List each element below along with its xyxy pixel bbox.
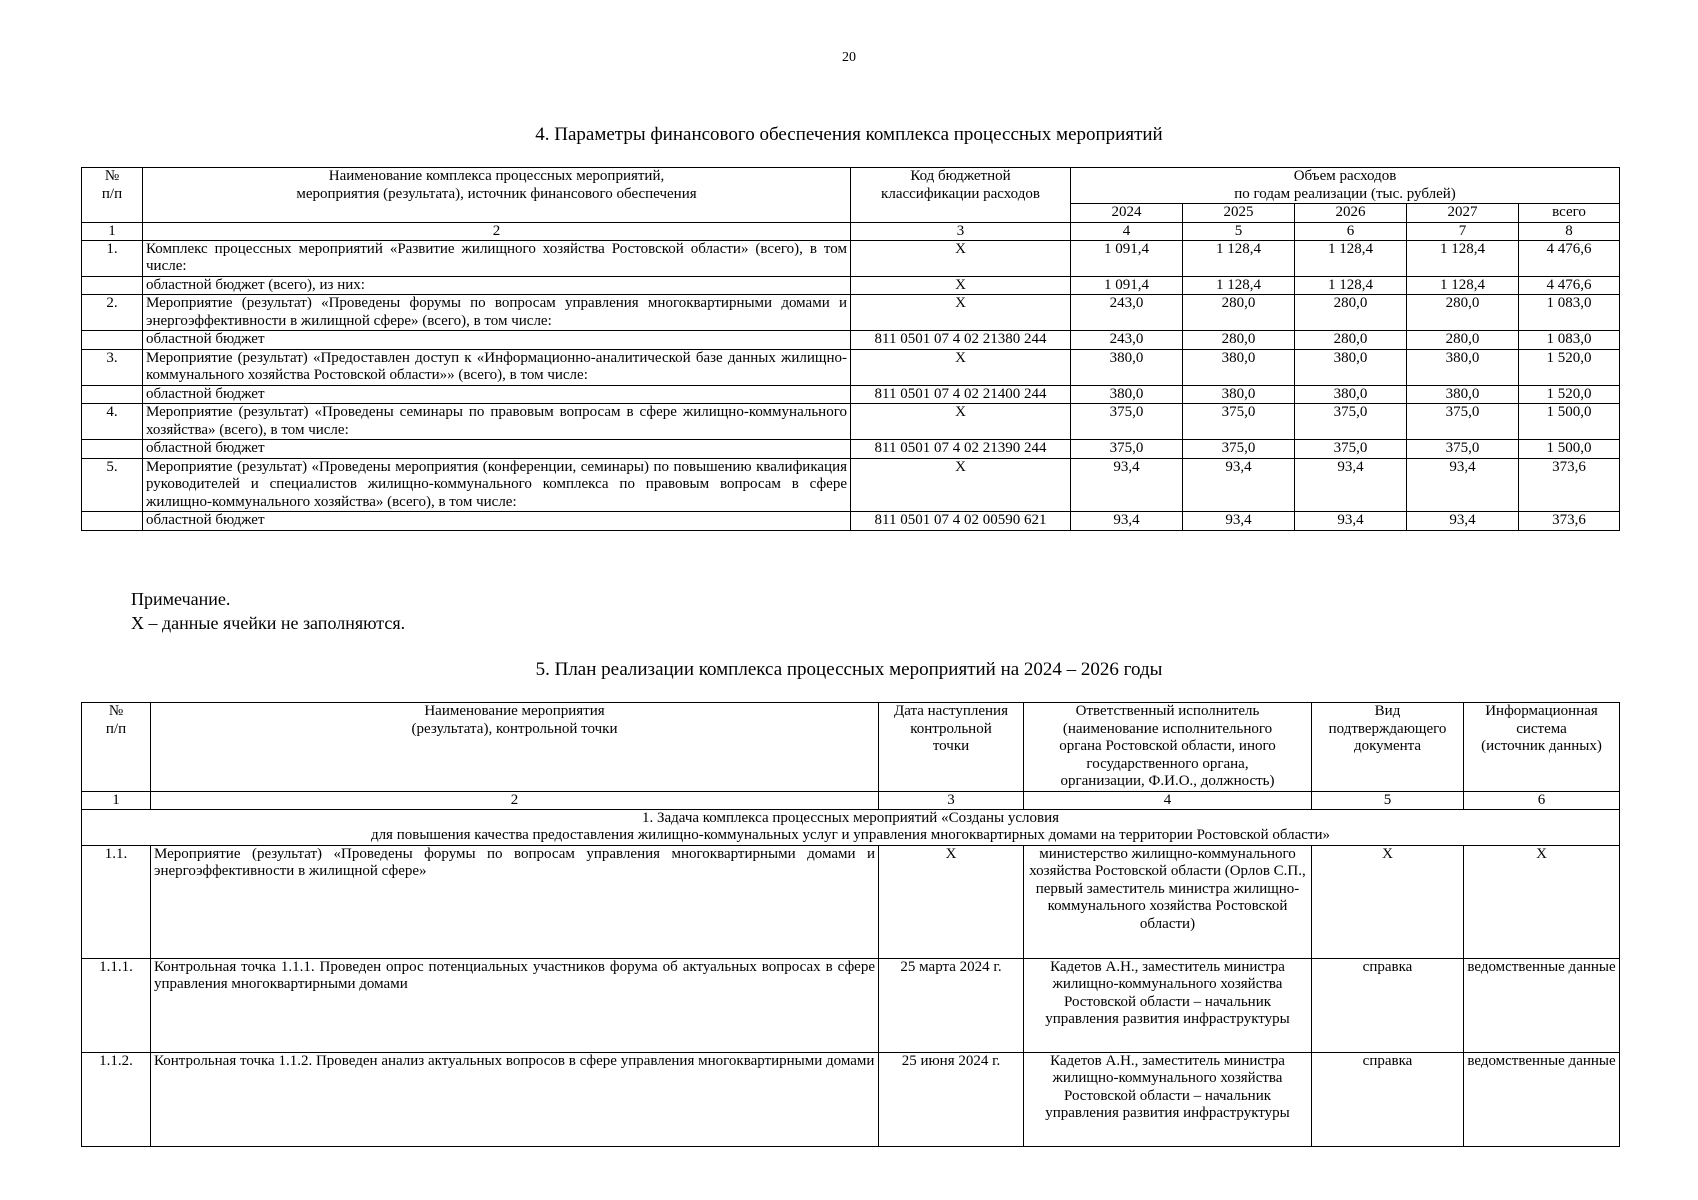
row-value: 380,0 bbox=[1407, 385, 1519, 404]
row-code: 811 0501 07 4 02 21400 244 bbox=[851, 385, 1071, 404]
row-code: X bbox=[851, 295, 1071, 331]
row-date: 25 июня 2024 г. bbox=[879, 1052, 1024, 1146]
column-number: 1 bbox=[82, 791, 151, 809]
column-number: 5 bbox=[1183, 222, 1295, 240]
row-num: 1.1. bbox=[82, 845, 151, 958]
header-total: всего bbox=[1519, 204, 1620, 223]
row-total: 1 083,0 bbox=[1519, 331, 1620, 350]
row-code: 811 0501 07 4 02 21380 244 bbox=[851, 331, 1071, 350]
row-total: 1 083,0 bbox=[1519, 295, 1620, 331]
column-number: 4 bbox=[1024, 791, 1312, 809]
row-num: 5. bbox=[82, 458, 143, 512]
row-value: 1 128,4 bbox=[1183, 240, 1295, 276]
row-value: 380,0 bbox=[1183, 385, 1295, 404]
row-value: 1 091,4 bbox=[1071, 276, 1183, 295]
column-number: 1 bbox=[82, 222, 143, 240]
row-value: 375,0 bbox=[1295, 440, 1407, 459]
row-document: справка bbox=[1312, 1052, 1464, 1146]
row-value: 280,0 bbox=[1295, 295, 1407, 331]
column-number-row bbox=[82, 222, 1620, 240]
row-value: 1 128,4 bbox=[1295, 240, 1407, 276]
row-value: 380,0 bbox=[1295, 385, 1407, 404]
table-row bbox=[82, 276, 1620, 295]
header-year: 2027 bbox=[1407, 204, 1519, 223]
note-text: X – данные ячейки не заполняются. bbox=[131, 613, 406, 633]
column-number: 3 bbox=[879, 791, 1024, 809]
row-num bbox=[82, 276, 143, 295]
row-name: областной бюджет bbox=[143, 385, 851, 404]
row-document: справка bbox=[1312, 958, 1464, 1052]
row-name: областной бюджет bbox=[143, 331, 851, 350]
row-total: 1 500,0 bbox=[1519, 440, 1620, 459]
row-value: 243,0 bbox=[1071, 331, 1183, 350]
table-row bbox=[82, 349, 1620, 385]
row-value: 380,0 bbox=[1295, 349, 1407, 385]
row-num: 1.1.2. bbox=[82, 1052, 151, 1146]
row-total: 4 476,6 bbox=[1519, 276, 1620, 295]
table-row bbox=[82, 385, 1620, 404]
row-total: 373,6 bbox=[1519, 512, 1620, 531]
row-value: 380,0 bbox=[1407, 349, 1519, 385]
row-executor: Кадетов А.Н., заместитель министра жилищно-коммунального хозяйства Ростовской области – начальник управления развития инфраструктуры bbox=[1024, 958, 1312, 1052]
row-value: 93,4 bbox=[1407, 512, 1519, 531]
row-value: 375,0 bbox=[1183, 404, 1295, 440]
row-value: 280,0 bbox=[1183, 295, 1295, 331]
row-value: 280,0 bbox=[1407, 295, 1519, 331]
row-num bbox=[82, 512, 143, 531]
row-value: 380,0 bbox=[1183, 349, 1295, 385]
column-number: 2 bbox=[143, 222, 851, 240]
page-number: 20 bbox=[842, 50, 856, 65]
row-value: 93,4 bbox=[1183, 458, 1295, 512]
header-num: № п/п bbox=[82, 168, 143, 223]
row-code: X bbox=[851, 240, 1071, 276]
row-name: Мероприятие (результат) «Предоставлен доступ к «Информационно-аналитической базе данных жилищно-коммунального хозяйства Ростовской области»» (всего), в том числе: bbox=[143, 349, 851, 385]
row-num: 4. bbox=[82, 404, 143, 440]
row-value: 280,0 bbox=[1295, 331, 1407, 350]
row-num: 1.1.1. bbox=[82, 958, 151, 1052]
row-num: 1. bbox=[82, 240, 143, 276]
row-value: 243,0 bbox=[1071, 295, 1183, 331]
row-total: 4 476,6 bbox=[1519, 240, 1620, 276]
row-value: 375,0 bbox=[1295, 404, 1407, 440]
row-value: 380,0 bbox=[1071, 385, 1183, 404]
note-label: Примечание. bbox=[131, 589, 231, 609]
row-value: 93,4 bbox=[1071, 512, 1183, 531]
row-code: 811 0501 07 4 02 00590 621 bbox=[851, 512, 1071, 531]
table-row bbox=[82, 1052, 1620, 1146]
header-volume: Объем расходов по годам реализации (тыс. рублей) bbox=[1071, 168, 1620, 204]
row-value: 1 128,4 bbox=[1407, 240, 1519, 276]
table-row bbox=[82, 404, 1620, 440]
row-value: 375,0 bbox=[1407, 440, 1519, 459]
row-code: X bbox=[851, 404, 1071, 440]
row-name: Комплекс процессных мероприятий «Развитие жилищного хозяйства Ростовской области» (всего), в том числе: bbox=[143, 240, 851, 276]
row-value: 375,0 bbox=[1407, 404, 1519, 440]
row-num bbox=[82, 440, 143, 459]
row-name: Мероприятие (результат) «Проведены форумы по вопросам управления многоквартирными домами и энергоэффективности в жилищной сфере» (всего), в том числе: bbox=[143, 295, 851, 331]
row-system: ведомственные данные bbox=[1464, 1052, 1620, 1146]
row-value: 93,4 bbox=[1295, 458, 1407, 512]
section-4-title: 4. Параметры финансового обеспечения комплекса процессных мероприятий bbox=[535, 124, 1163, 145]
row-value: 93,4 bbox=[1071, 458, 1183, 512]
row-num: 2. bbox=[82, 295, 143, 331]
financing-table bbox=[81, 167, 1620, 531]
row-date: X bbox=[879, 845, 1024, 958]
table-row bbox=[82, 331, 1620, 350]
row-num bbox=[82, 331, 143, 350]
column-number: 6 bbox=[1464, 791, 1620, 809]
task-title: 1. Задача комплекса процессных мероприятий «Созданы условия для повышения качества предоставления жилищно-коммунальных услуг и управления многоквартирных домами на территории Ростовской области» bbox=[82, 809, 1620, 845]
row-value: 93,4 bbox=[1407, 458, 1519, 512]
row-value: 280,0 bbox=[1407, 331, 1519, 350]
row-name: областной бюджет (всего), из них: bbox=[143, 276, 851, 295]
row-code: 811 0501 07 4 02 21390 244 bbox=[851, 440, 1071, 459]
row-total: 1 500,0 bbox=[1519, 404, 1620, 440]
header-name: Наименование комплекса процессных мероприятий, мероприятия (результата), источник финансового обеспечения bbox=[143, 168, 851, 223]
table-row bbox=[82, 958, 1620, 1052]
table-row bbox=[82, 845, 1620, 958]
table-row bbox=[82, 458, 1620, 512]
row-value: 93,4 bbox=[1295, 512, 1407, 531]
implementation-plan-table bbox=[81, 702, 1620, 1147]
table-row bbox=[82, 440, 1620, 459]
row-name: Контрольная точка 1.1.2. Проведен анализ актуальных вопросов в сфере управления многоквартирными домами bbox=[151, 1052, 879, 1146]
header-year: 2025 bbox=[1183, 204, 1295, 223]
row-date: 25 марта 2024 г. bbox=[879, 958, 1024, 1052]
row-executor: Кадетов А.Н., заместитель министра жилищно-коммунального хозяйства Ростовской области – начальник управления развития инфраструктуры bbox=[1024, 1052, 1312, 1146]
header-num: № п/п bbox=[82, 703, 151, 792]
row-name: областной бюджет bbox=[143, 440, 851, 459]
task-row bbox=[82, 809, 1620, 845]
header-executor: Ответственный исполнитель (наименование исполнительного органа Ростовской области, иного государственного органа, организации, Ф.И.О., должность) bbox=[1024, 703, 1312, 792]
header-document: Вид подтверждающего документа bbox=[1312, 703, 1464, 792]
column-number: 3 bbox=[851, 222, 1071, 240]
header-year: 2024 bbox=[1071, 204, 1183, 223]
row-code: X bbox=[851, 349, 1071, 385]
row-value: 280,0 bbox=[1183, 331, 1295, 350]
row-name: Мероприятие (результат) «Проведены мероприятия (конференции, семинары) по повышению квалификация руководителей и специалистов жилищно-коммунального комплекса по правовым вопросам в сфере жилищно-коммунального хозяйства» (всего), в том числе: bbox=[143, 458, 851, 512]
row-value: 1 128,4 bbox=[1183, 276, 1295, 295]
row-num bbox=[82, 385, 143, 404]
row-value: 380,0 bbox=[1071, 349, 1183, 385]
row-name: областной бюджет bbox=[143, 512, 851, 531]
table-row bbox=[82, 512, 1620, 531]
column-number-row bbox=[82, 791, 1620, 809]
row-name: Мероприятие (результат) «Проведены семинары по правовым вопросам в сфере жилищно-коммунального хозяйства» (всего), в том числе: bbox=[143, 404, 851, 440]
column-number: 4 bbox=[1071, 222, 1183, 240]
header-year: 2026 bbox=[1295, 204, 1407, 223]
header-name: Наименование мероприятия (результата), контрольной точки bbox=[151, 703, 879, 792]
row-total: 373,6 bbox=[1519, 458, 1620, 512]
row-document: X bbox=[1312, 845, 1464, 958]
row-value: 375,0 bbox=[1071, 440, 1183, 459]
header-system: Информационная система (источник данных) bbox=[1464, 703, 1620, 792]
column-number: 5 bbox=[1312, 791, 1464, 809]
header-date: Дата наступления контрольной точки bbox=[879, 703, 1024, 792]
row-value: 93,4 bbox=[1183, 512, 1295, 531]
section-5-title: 5. План реализации комплекса процессных мероприятий на 2024 – 2026 годы bbox=[535, 659, 1163, 680]
header-row bbox=[82, 168, 1620, 204]
row-system: X bbox=[1464, 845, 1620, 958]
table-row bbox=[82, 240, 1620, 276]
row-value: 1 091,4 bbox=[1071, 240, 1183, 276]
column-number: 8 bbox=[1519, 222, 1620, 240]
column-number: 6 bbox=[1295, 222, 1407, 240]
column-number: 2 bbox=[151, 791, 879, 809]
header-code: Код бюджетной классификации расходов bbox=[851, 168, 1071, 223]
row-value: 375,0 bbox=[1183, 440, 1295, 459]
row-value: 1 128,4 bbox=[1295, 276, 1407, 295]
row-total: 1 520,0 bbox=[1519, 349, 1620, 385]
row-executor: министерство жилищно-коммунального хозяйства Ростовской области (Орлов С.П., первый заместитель министра жилищно-коммунального хозяйства Ростовской области) bbox=[1024, 845, 1312, 958]
header-row bbox=[82, 703, 1620, 792]
row-num: 3. bbox=[82, 349, 143, 385]
row-code: X bbox=[851, 276, 1071, 295]
row-total: 1 520,0 bbox=[1519, 385, 1620, 404]
row-value: 1 128,4 bbox=[1407, 276, 1519, 295]
row-name: Контрольная точка 1.1.1. Проведен опрос потенциальных участников форума об актуальных вопросах в сфере управления многоквартирными домами bbox=[151, 958, 879, 1052]
row-value: 375,0 bbox=[1071, 404, 1183, 440]
row-code: X bbox=[851, 458, 1071, 512]
column-number: 7 bbox=[1407, 222, 1519, 240]
row-name: Мероприятие (результат) «Проведены форумы по вопросам управления многоквартирными домами и энергоэффективности в жилищной сфере» bbox=[151, 845, 879, 958]
row-system: ведомственные данные bbox=[1464, 958, 1620, 1052]
table-row bbox=[82, 295, 1620, 331]
